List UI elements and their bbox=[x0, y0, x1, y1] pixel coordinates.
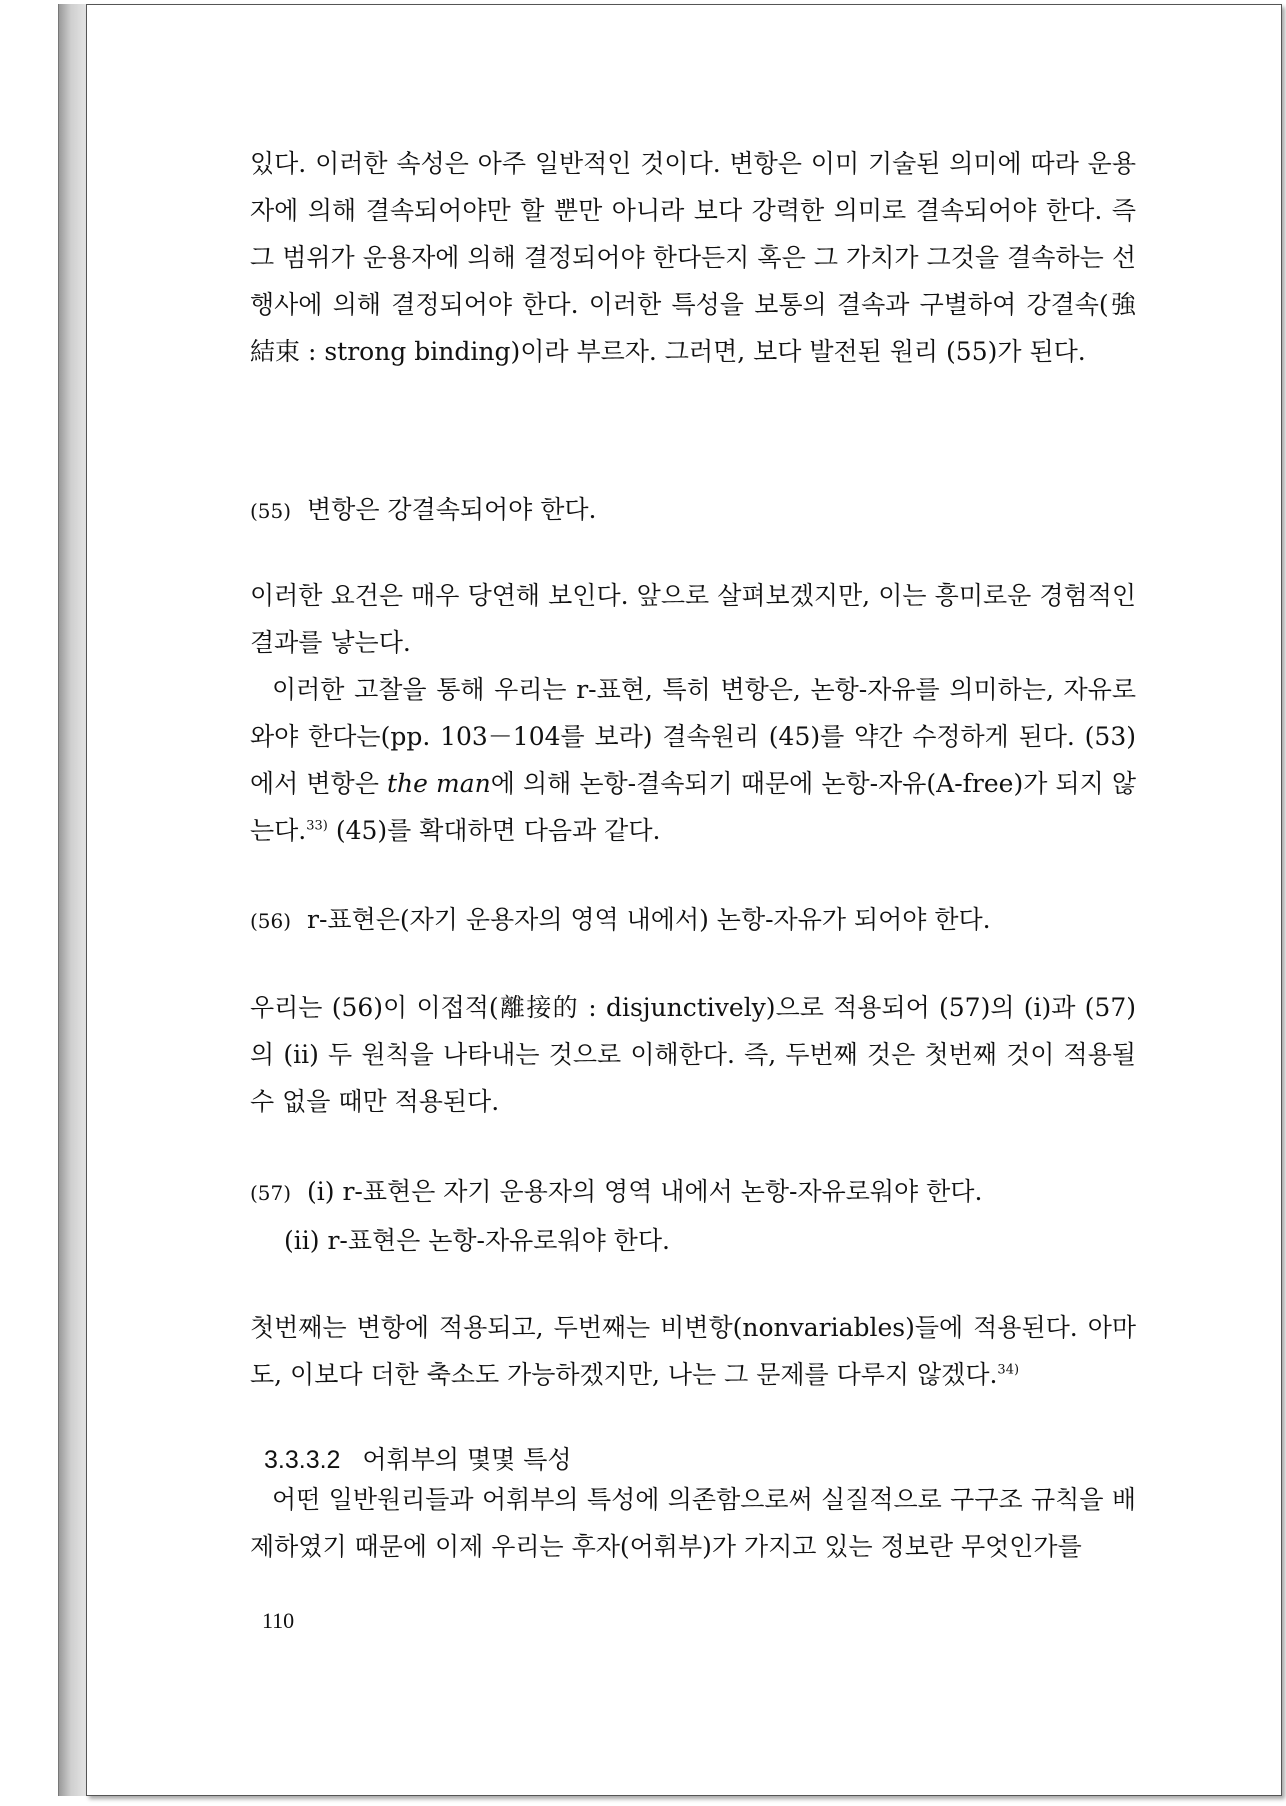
example-text: 변항은 강결속되어야 한다. bbox=[307, 495, 597, 524]
example-item-ii: (ii) r-표현은 논항-자유로워야 한다. bbox=[284, 1226, 670, 1255]
paragraph-2-text: 이러한 요건은 매우 당연해 보인다. 앞으로 살펴보겠지만, 이는 흥미로운 경험적인 결과를 낳는다. bbox=[250, 581, 1136, 657]
page-number: 110 bbox=[262, 1608, 295, 1633]
paragraph-2 bbox=[250, 572, 1136, 854]
example-item-i: (i) r-표현은 자기 운용자의 영역 내에서 논항-자유로워야 한다. bbox=[307, 1177, 983, 1206]
example-57 bbox=[250, 1168, 982, 1264]
paragraph-3 bbox=[250, 666, 1136, 854]
example-number: (55) bbox=[250, 499, 292, 523]
paragraph-6 bbox=[250, 1476, 1136, 1570]
footnote-marker: 33) bbox=[306, 818, 328, 834]
paragraph-3-text-end: (45)를 확대하면 다음과 같다. bbox=[327, 816, 661, 845]
example-56 bbox=[250, 896, 991, 945]
paragraph-5-body bbox=[250, 1304, 1136, 1398]
paragraph-3-text-cont: 에 의해 논항-결속되기 때문에 논항-자유(A-free)가 되지 않는다. bbox=[250, 769, 1136, 845]
book-page-edge bbox=[58, 4, 89, 1796]
paragraph-1-text: 있다. 이러한 속성은 아주 일반적인 것이다. 변항은 이미 기술된 의미에 따라 운용자에 의해 결속되어야만 할 뿐만 아니라 보다 강력한 의미로 결속되어야 한다. 즉 그 범위가 운용자에 의해 결정되어야 한다든지 혹은 그 가치가 그것을 결속하는 선행사에 의해 결정되어야 한다. 이러한 특성을 보통의 결속과 구별하여 강결속(強結束 : strong binding)이라 부르자. 그러면, 보다 발전된 원리 (55)가 된다. bbox=[250, 149, 1136, 366]
footnote-marker: 34) bbox=[997, 1362, 1020, 1378]
example-55 bbox=[250, 486, 597, 535]
section-heading bbox=[264, 1442, 572, 1478]
example-number: (57) bbox=[250, 1181, 292, 1205]
paragraph-4-text: 우리는 (56)이 이접적(離接的 : disjunctively)으로 적용되어 (57)의 (i)과 (57)의 (ii) 두 원칙을 나타내는 것으로 이해한다. 즉, 두번째 것은 첫번째 것이 적용될 수 없을 때만 적용된다. bbox=[250, 993, 1136, 1116]
paragraph-6-text: 어떤 일반원리들과 어휘부의 특성에 의존함으로써 실질적으로 구구조 규칙을 배제하였기 때문에 이제 우리는 후자(어휘부)가 가지고 있는 정보란 무엇인가를 bbox=[250, 1485, 1136, 1561]
example-number: (56) bbox=[250, 909, 292, 933]
section-title: 어휘부의 몇몇 특성 bbox=[362, 1445, 572, 1474]
section-number: 3.3.3.2 bbox=[264, 1446, 341, 1474]
paragraph-3-italic: the man bbox=[386, 769, 491, 798]
paragraph-4 bbox=[250, 984, 1136, 1125]
paragraph-1 bbox=[250, 140, 1136, 375]
paragraph-5-text: 첫번째는 변항에 적용되고, 두번째는 비변항(nonvariables)들에 적용된다. 아마도, 이보다 더한 축소도 가능하겠지만, 나는 그 문제를 다루지 않겠다. bbox=[250, 1313, 1136, 1389]
paragraph-5 bbox=[250, 1304, 1136, 1398]
paragraph-3-text: 이러한 고찰을 통해 우리는 r-표현, 특히 변항은, 논항-자유를 의미하는, 자유로와야 한다는(pp. 103－104를 보라) 결속원리 (45)를 약간 수정하게 된다. (53)에서 변항은 bbox=[250, 675, 1136, 798]
example-text: r-표현은(자기 운용자의 영역 내에서) 논항-자유가 되어야 한다. bbox=[307, 905, 991, 934]
